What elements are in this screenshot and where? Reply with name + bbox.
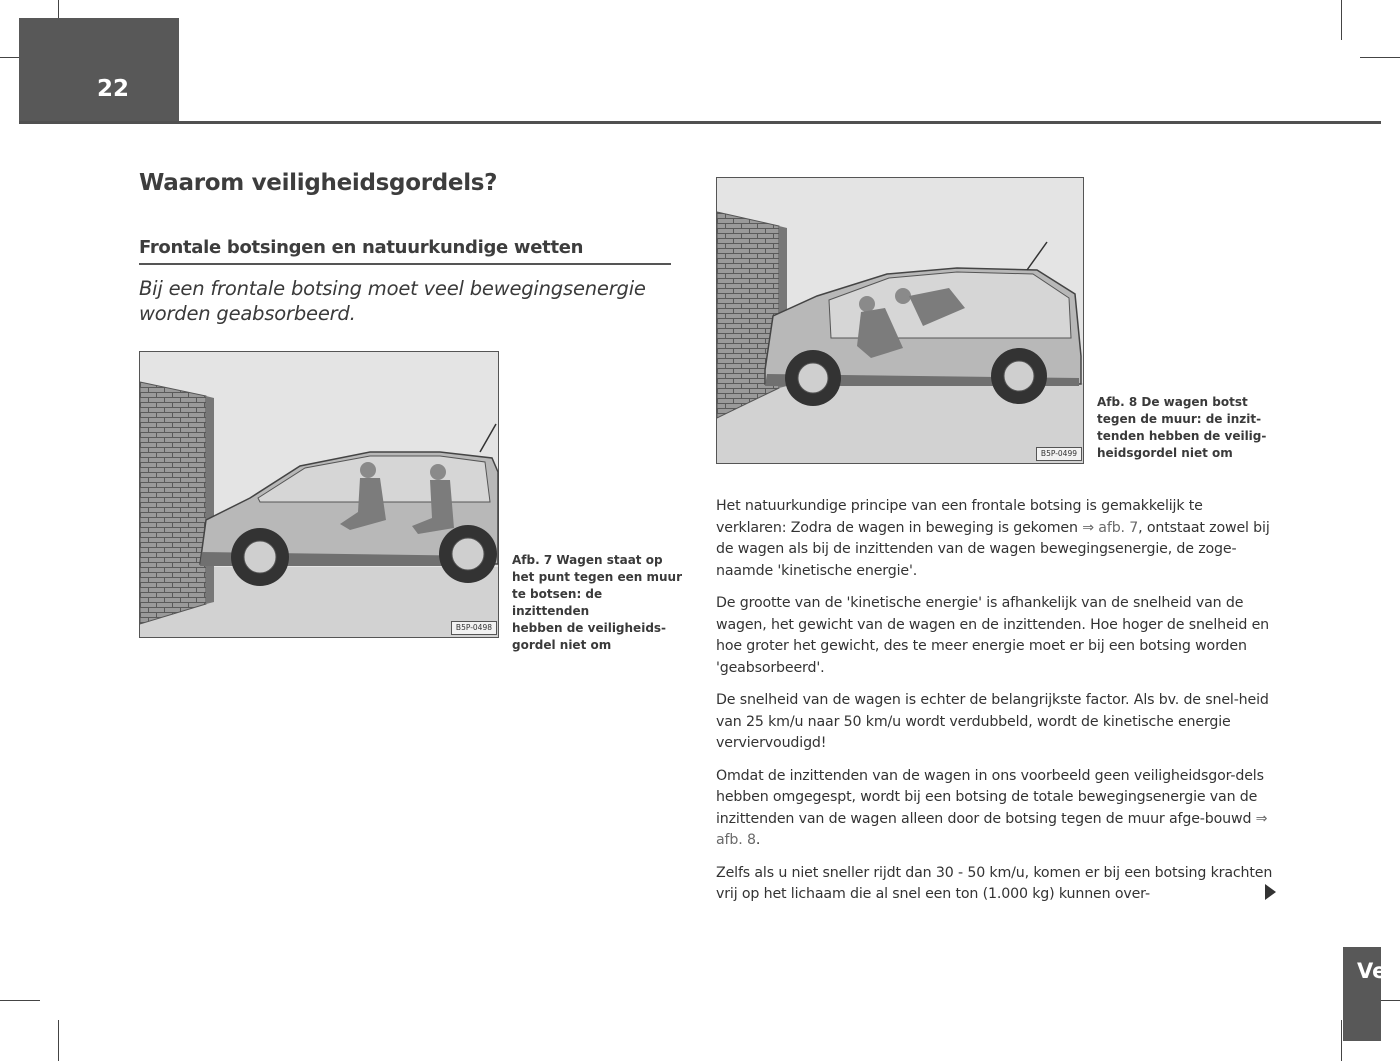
crop-mark xyxy=(0,1000,40,1001)
figure-8-illustration xyxy=(716,177,1084,464)
crop-mark xyxy=(1341,1020,1342,1061)
intro-text: Bij een frontale botsing moet veel bewegingsenergie worden geabsorbeerd. xyxy=(139,277,646,325)
caption-line: te botsen: de inzittenden xyxy=(512,587,603,618)
paragraph: Omdat de inzittenden van de wagen in ons voorbeeld geen veiligheidsgor-dels hebben omgegespt, wordt bij een botsing de totale bewegingsenergie van de inzittenden van de wagen alleen door de botsing tegen de muur afge-bouwd ⇒ afb. 8. xyxy=(716,767,1268,848)
side-tab-label: Ve xyxy=(1357,959,1387,983)
caption-line: tenden hebben de veilig- xyxy=(1097,429,1267,443)
paragraph: De grootte van de 'kinetische energie' is afhankelijk van de snelheid van de wagen, het gewicht van de wagen en de inzittenden. Hoe hoger de snelheid en hoe groter het gewicht, des te meer energie moet er bij een botsing worden 'geabsorbeerd'. xyxy=(716,595,1270,676)
figure-code: B5P-0499 xyxy=(1036,447,1082,461)
header-rule xyxy=(19,121,1381,124)
car-before-crash-illustration xyxy=(140,352,498,637)
caption-line: heidsgordel niet om xyxy=(1097,446,1233,460)
caption-line: hebben de veiligheids- xyxy=(512,621,667,635)
figure-7-reference-link[interactable]: ⇒ afb. 7 xyxy=(1082,519,1139,536)
caption-line: tegen de muur: de inzit- xyxy=(1097,412,1262,426)
caption-line: Afb. 8 De wagen botst xyxy=(1097,395,1248,409)
car-crash-illustration xyxy=(717,178,1083,463)
caption-line: Afb. 7 Wagen staat op xyxy=(512,553,663,567)
chapter-side-tab xyxy=(1343,947,1387,1041)
figure-8-reference-link[interactable]: ⇒ afb. 8 xyxy=(716,810,1268,848)
crop-mark xyxy=(1341,0,1342,40)
figure-7-illustration xyxy=(139,351,499,638)
paragraph: Het natuurkundige principe van een frontale botsing is gemakkelijk te verklaren: Zodra de wagen in beweging is gekomen ⇒ afb. 7, ontstaat zowel bij de wagen als bij de inzittenden van de wagen bewegingsenergie, de zoge-naamde 'kinetische energie'. xyxy=(716,498,1270,579)
page-number-box xyxy=(19,18,179,123)
crop-mark xyxy=(1360,57,1400,58)
continue-arrow-icon xyxy=(1265,884,1276,900)
page-title: Waarom veiligheidsgordels? xyxy=(139,170,498,196)
subtitle-rule xyxy=(139,263,671,265)
paragraph: De snelheid van de wagen is echter de belangrijkste factor. Als bv. de snel-heid van 25 km/u naar 50 km/u wordt verdubbeld, wordt de kinetische energie verviervoudigd! xyxy=(716,692,1269,751)
body-text xyxy=(716,496,1276,917)
crop-mark xyxy=(58,1020,59,1061)
section-subtitle: Frontale botsingen en natuurkundige wetten xyxy=(139,237,584,258)
page-number: 22 xyxy=(97,76,130,102)
figure-code: B5P-0498 xyxy=(451,621,497,635)
figure-8-caption xyxy=(1097,394,1267,462)
paragraph: Zelfs als u niet sneller rijdt dan 30 - 50 km/u, komen er bij een botsing krachten vrij op het lichaam die al snel een ton (1.000 kg) kunnen over- xyxy=(716,864,1273,902)
caption-line: het punt tegen een muur xyxy=(512,570,683,584)
caption-line: gordel niet om xyxy=(512,638,612,652)
figure-7-caption xyxy=(512,552,682,654)
